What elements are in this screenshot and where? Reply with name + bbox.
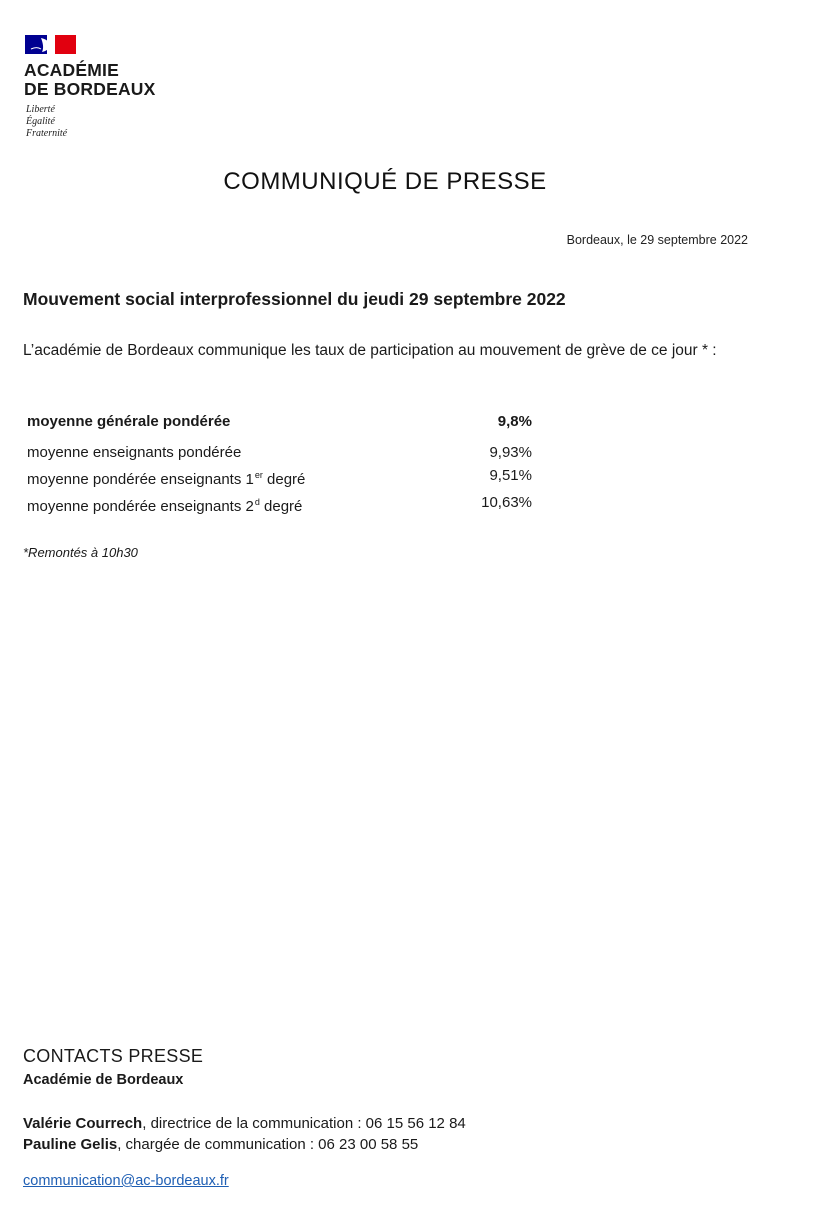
stat-label-end: degré (262, 471, 306, 488)
contact-role: , directrice de la communication : 06 15 56 12 84 (142, 1115, 466, 1132)
motto-egalite: Égalité (26, 116, 55, 127)
stat-label: moyenne enseignants pondérée (27, 444, 242, 461)
place-date: Bordeaux, le 29 septembre 2022 (566, 233, 748, 247)
stat-row-second-degree (27, 491, 532, 518)
stat-value: 9,93% (489, 444, 532, 461)
contact-list (23, 1113, 466, 1155)
marianne-flag-icon (25, 35, 76, 54)
participation-stats (27, 410, 532, 518)
stat-value: 9,8% (497, 413, 532, 430)
stat-label-sup: er (254, 470, 263, 480)
stat-row-first-degree (27, 464, 532, 491)
contact-email-link[interactable]: communication@ac-bordeaux.fr (23, 1173, 229, 1189)
motto-liberte: Liberté (26, 104, 55, 115)
stat-value: 9,51% (489, 467, 532, 484)
logo-name-line2: DE BORDEAUX (24, 79, 156, 99)
stat-label (27, 491, 302, 518)
stat-row-general (27, 410, 532, 433)
stat-label: moyenne générale pondérée (27, 413, 231, 430)
stat-label-sup: d (254, 497, 260, 507)
contacts-org: Académie de Bordeaux (23, 1072, 184, 1088)
contacts-title: CONTACTS PRESSE (23, 1046, 204, 1066)
contact-role: , chargée de communication : 06 23 00 58 55 (117, 1136, 419, 1153)
contact-name: Valérie Courrech (23, 1115, 143, 1132)
headline: Mouvement social interprofessionnel du jeudi 29 septembre 2022 (23, 289, 566, 309)
contact-name: Pauline Gelis (23, 1136, 118, 1153)
stat-label-end: degré (259, 498, 303, 515)
contact-line (23, 1134, 466, 1155)
stat-label (27, 464, 305, 491)
logo-name-line1: ACADÉMIE (24, 60, 119, 80)
motto-fraternite: Fraternité (26, 128, 68, 139)
logo-motto (26, 104, 67, 140)
intro-paragraph: L’académie de Bordeaux communique les taux de participation au mouvement de grève de ce jour * : (23, 342, 717, 359)
stat-label-start: moyenne pondérée enseignants 2 (27, 498, 254, 515)
document-title: COMMUNIQUÉ DE PRESSE (223, 168, 547, 195)
footnote: *Remontés à 10h30 (23, 545, 138, 560)
logo-wordmark (24, 61, 156, 99)
stat-row-teachers (27, 441, 532, 464)
stat-value: 10,63% (481, 494, 532, 511)
stat-label-start: moyenne pondérée enseignants 1 (27, 471, 254, 488)
contact-line (23, 1113, 466, 1134)
